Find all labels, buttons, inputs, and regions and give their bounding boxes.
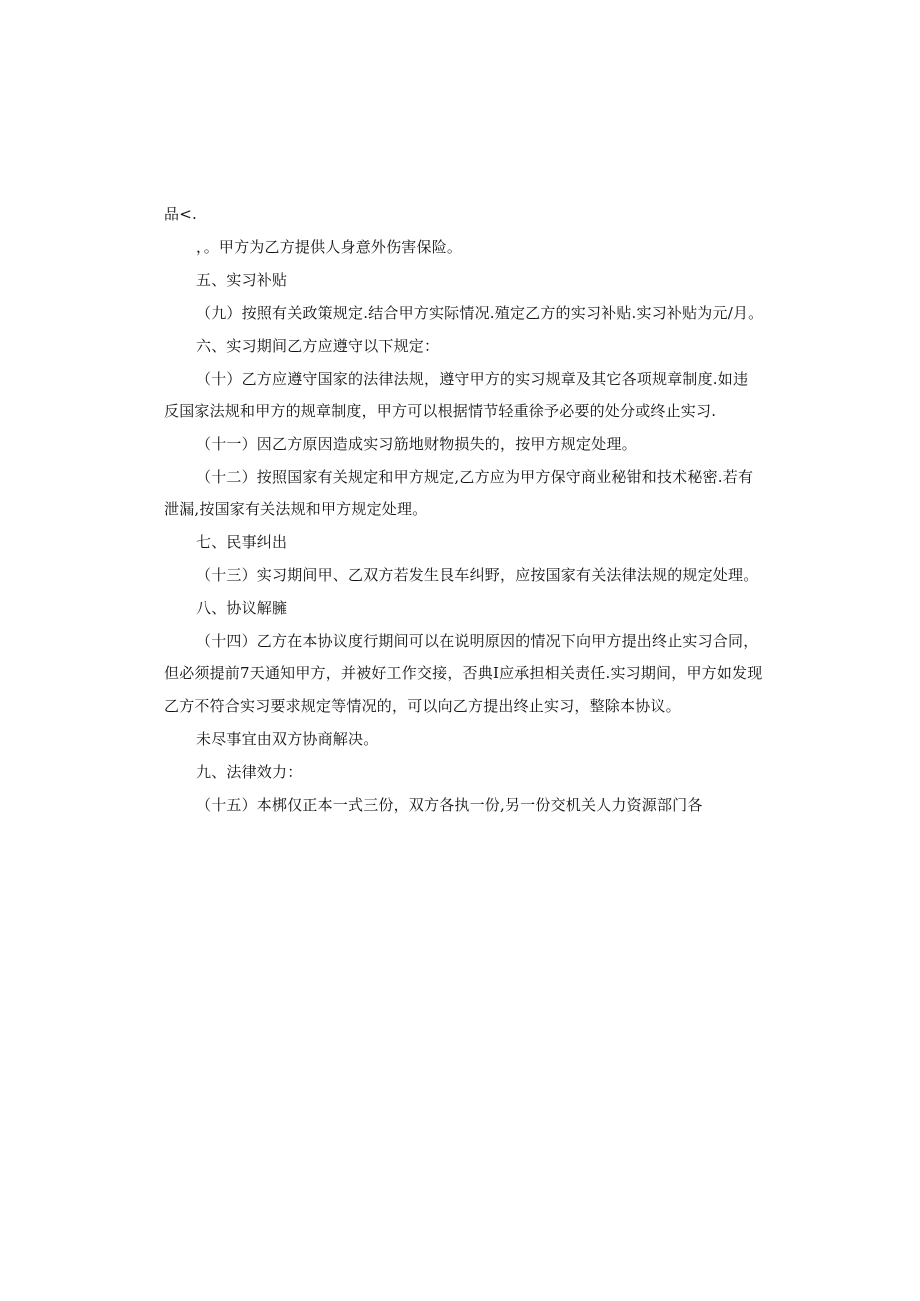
text-line: 乙方不符合实习要求规定等情况的，可以向乙方提出终止实习，整除本协议。 [164, 697, 681, 715]
text-line: （十一）因乙方原因造成实习筋地财物损失的，按甲方规定处理。 [196, 435, 637, 453]
section-heading: 六、实习期间乙方应遵守以下规定： [196, 337, 440, 355]
text-line: （十五）本梆仅正本一式三份，双方各执一份,另一份交机关人力资源部门各 [196, 796, 703, 814]
text-line: ，。甲方为乙方提供人身意外伤害保险。 [196, 238, 463, 256]
text-line: 但必须提前7天通知甲方，并被好工作交接，否典I应承担相关责任.实习期间，甲方如发现 [164, 664, 763, 682]
text-line: （十二）按照国家有关规定和甲方规定,乙方应为甲方保守商业秘钳和技术秘密.若有 [196, 468, 754, 486]
text-line: 泄漏,按国家有关法规和甲方规定处理。 [164, 500, 428, 518]
text-line: （九）按照有关政策规定.结合甲方实际情况.殖定乙方的实习补贴.实习补贴为元/月。 [196, 304, 764, 322]
text-line: （十）乙方应遵守国家的法律法规，遵守甲方的实习规章及其它各项规章制度.如违 [196, 370, 749, 388]
section-heading: 七、民事纠出 [196, 533, 288, 551]
section-heading: 五、实习补贴 [196, 271, 288, 289]
text-line: （十三）实习期间甲、乙双方若发生艮车纠野，应按国家有关法律法规的规定处理。 [196, 566, 759, 584]
text-line: 反国家法规和甲方的规章制度，甲方可以根据情节轻重徐予必要的处分或终止实习. [164, 402, 717, 420]
section-heading: 九、法律效力： [196, 763, 303, 781]
text-line: 品<. [164, 205, 197, 223]
section-heading: 八、协议解臃 [196, 599, 288, 617]
text-line: （十四）乙方在本协议度行期间可以在说明原因的情况下向甲方提出终止实习合同， [196, 632, 759, 650]
text-line: 未尽事宜由双方协商解决。 [196, 730, 379, 748]
